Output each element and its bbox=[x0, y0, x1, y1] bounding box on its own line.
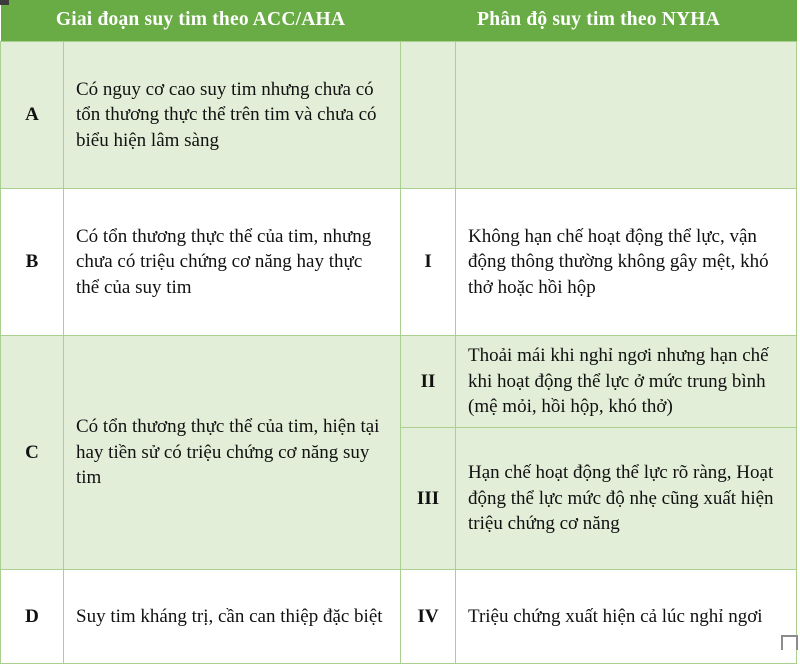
nyha-description-i: Không hạn chế hoạt động thể lực, vận động thông thường không gây mệt, khó thở hoặc hồi hộp bbox=[456, 189, 797, 336]
scan-artifact-top-left bbox=[0, 0, 9, 5]
nyha-description-a-empty bbox=[456, 42, 797, 189]
stage-letter-d: D bbox=[1, 570, 64, 664]
stage-description-a: Có nguy cơ cao suy tim nhưng chưa có tổn thương thực thể trên tim và chưa có biểu hiện lâm sàng bbox=[64, 42, 401, 189]
stage-description-b: Có tổn thương thực thể của tim, nhưng chưa có triệu chứng cơ năng hay thực thể của suy tim bbox=[64, 189, 401, 336]
nyha-class-a-empty bbox=[401, 42, 456, 189]
nyha-description-ii: Thoải mái khi nghỉ ngơi nhưng hạn chế khi hoạt động thể lực ở mức trung bình (mệ mỏi, hồi hộp, khó thở) bbox=[456, 336, 797, 428]
table-row-stage-b bbox=[1, 189, 797, 336]
stage-letter-a: A bbox=[1, 42, 64, 189]
stage-description-c: Có tổn thương thực thể của tim, hiện tại hay tiền sử có triệu chứng cơ năng suy tim bbox=[64, 336, 401, 570]
table-header bbox=[1, 0, 797, 42]
nyha-class-iii: III bbox=[401, 428, 456, 570]
nyha-class-ii: II bbox=[401, 336, 456, 428]
header-acc-aha: Giai đoạn suy tim theo ACC/AHA bbox=[1, 0, 401, 42]
nyha-class-iv: IV bbox=[401, 570, 456, 664]
stage-letter-b: B bbox=[1, 189, 64, 336]
nyha-description-iii: Hạn chế hoạt động thể lực rõ ràng, Hoạt động thể lực mức độ nhẹ cũng xuất hiện triệu chứng cơ năng bbox=[456, 428, 797, 570]
nyha-class-i: I bbox=[401, 189, 456, 336]
stage-letter-c: C bbox=[1, 336, 64, 570]
table-row-stage-a bbox=[1, 42, 797, 189]
scan-artifact-bottom-right bbox=[781, 635, 798, 650]
table-row-stage-c-nyha-ii bbox=[1, 336, 797, 428]
nyha-description-iv: Triệu chứng xuất hiện cả lúc nghỉ ngơi bbox=[456, 570, 797, 664]
table-header-row bbox=[1, 0, 797, 42]
header-nyha: Phân độ suy tim theo NYHA bbox=[401, 0, 797, 42]
stage-description-d: Suy tim kháng trị, cần can thiệp đặc biệt bbox=[64, 570, 401, 664]
table-body bbox=[1, 42, 797, 664]
